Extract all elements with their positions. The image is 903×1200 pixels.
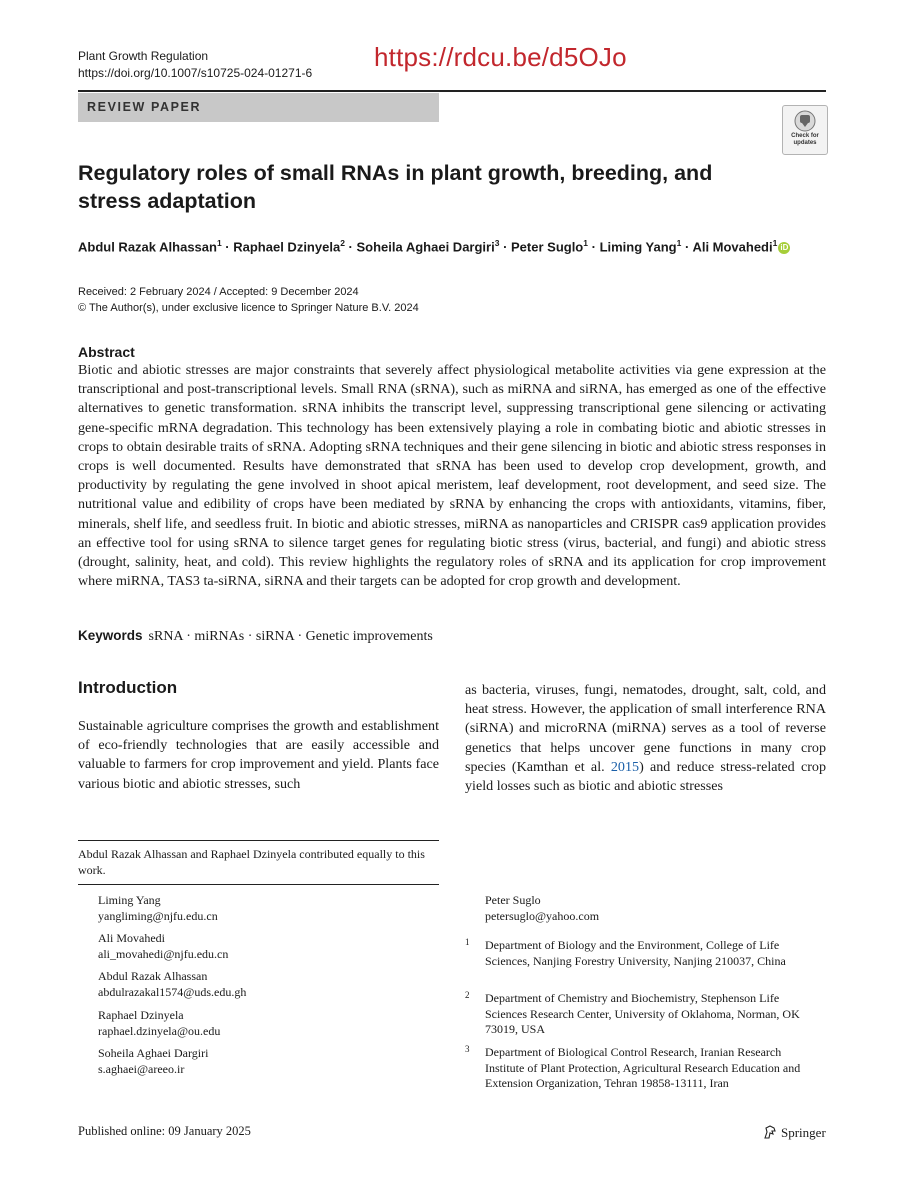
contact-name: Soheila Aghaei Dargiri [98, 1046, 209, 1060]
equal-contribution-note: Abdul Razak Alhassan and Raphael Dzinyela contributed equally to this work. [78, 847, 425, 877]
author-affiliation-number: 1 [676, 238, 682, 248]
contact-email[interactable]: raphael.dzinyela@ou.edu [98, 1023, 221, 1038]
author-separator: · [221, 239, 234, 255]
corresponding-contact [98, 1008, 220, 1039]
footnote-rule-bottom [78, 884, 439, 885]
published-date: Published online: 09 January 2025 [78, 1124, 251, 1138]
check-updates-label: Check for updates [791, 133, 819, 146]
keywords-value: sRNA · miRNAs · siRNA · Genetic improvements [148, 629, 433, 644]
copyright-notice: © The Author(s), under exclusive licence to Springer Nature B.V. 2024 [78, 302, 419, 314]
header-rule [78, 90, 826, 92]
section-label: REVIEW PAPER [87, 100, 202, 114]
author-name[interactable]: Ali Movahedi [692, 239, 773, 255]
doi-link[interactable]: https://doi.org/10.1007/s10725-024-01271-6 [78, 66, 313, 80]
author-affiliation-number: 2 [340, 238, 345, 248]
author-separator: · [588, 239, 600, 255]
author-name[interactable]: Abdul Razak Alhassan [78, 239, 217, 255]
affiliation-number: 2 [465, 990, 470, 1000]
author-separator: · [499, 239, 512, 255]
corresponding-contact [98, 931, 228, 962]
affiliation-text: Department of Biology and the Environment, College of Life Sciences, Nanjing Forestry University, Nanjing 210037, China [485, 938, 786, 968]
corresponding-contact [98, 893, 218, 924]
publisher-logo [762, 1124, 826, 1141]
author-separator: · [344, 239, 357, 255]
author-name[interactable]: Raphael Dzinyela [233, 239, 341, 255]
intro-right-text-2: ) and reduce stress-related crop yield losses such as biotic and abiotic stresses [465, 758, 826, 795]
publisher-name: Springer [781, 1125, 826, 1140]
corresponding-contact [98, 1046, 208, 1077]
author-name[interactable]: Peter Suglo [511, 239, 584, 255]
introduction-right-column [465, 681, 826, 796]
article-title: Regulatory roles of small RNAs in plant growth, breeding, and stress adaptation [78, 161, 713, 213]
received-accepted-dates: Received: 2 February 2024 / Accepted: 9 December 2024 [78, 286, 359, 298]
footnote-rule-top [78, 840, 439, 841]
author-separator: · [681, 239, 693, 255]
contact-name: Peter Suglo [485, 893, 541, 907]
affiliation-number: 1 [465, 937, 470, 947]
check-updates-icon [794, 110, 816, 132]
citation-link[interactable]: 2015 [610, 758, 640, 775]
abstract-heading: Abstract [78, 344, 135, 360]
orcid-icon[interactable]: iD [780, 243, 789, 253]
journal-name: Plant Growth Regulation [78, 49, 209, 63]
contact-email[interactable]: abdulrazakal1574@uds.edu.gh [98, 984, 247, 999]
author-affiliation-number: 3 [494, 238, 500, 248]
author-affiliation-number: 1 [583, 238, 588, 248]
contact-email[interactable]: ali_movahedi@njfu.edu.cn [98, 946, 229, 961]
author-affiliation-number: 1 [216, 238, 222, 248]
author-name[interactable]: Liming Yang [599, 239, 677, 255]
affiliation-number: 3 [465, 1044, 470, 1054]
contact-email[interactable]: yangliming@njfu.edu.cn [98, 908, 218, 923]
check-for-updates-badge[interactable] [782, 105, 828, 155]
contact-name: Liming Yang [98, 893, 161, 907]
contact-name: Abdul Razak Alhassan [98, 969, 208, 983]
contact-name: Ali Movahedi [98, 931, 165, 945]
author-list [78, 238, 838, 254]
author-name[interactable]: Soheila Aghaei Dargiri [356, 239, 495, 255]
affiliation-text: Department of Biological Control Research, Iranian Research Institute of Plant Protection, Agricultural Research Education and Extension Organization, Tehran 19858-13111, Iran [485, 1045, 801, 1090]
contact-name: Raphael Dzinyela [98, 1008, 184, 1022]
abstract-text: Biotic and abiotic stresses are major constraints that severely affect physiological metabolite activities via gene expression at the transcriptional and post-transcriptional levels. Small RNA (sRNA), such as miRNA and siRNA, has emerged as one of the effective alternatives to genetic transformation. sRNA inhibits the transcript level, suppressing transcriptional gene silencing or activating gene-specific mRNA degradation. This technology has been extensively playing a role in combating biotic and abiotic stresses in crops to obtain desirable traits of sRNA. Adopting sRNA techniques and their gene silencing in biotic and abiotic stress responses in crops is well documented. Results have demonstrated that sRNA has been used to develop crop development, growth, and productivity by regulating the gene involved in shoot apical meristem, leaf development, root development, and seed size. The nutritional value and edibility of crops have been mediated by sRNA by enhancing the crops with antioxidants, vitamins, fiber, minerals, shelf life, and seedless fruit. In biotic and abiotic stresses, miRNA as nanoparticles and CRISPR cas9 application provides an effective tool for using sRNA to silence target genes for regulating biotic stress (virus, bacterial, and fungi) and abiotic stress (drought, salinity, heat, and cold). This review highlights the regulatory roles of sRNA and its application for crop improvement where miRNA, TAS3 ta-siRNA, siRNA and their targets can be adopted for crop growth and development. [78, 362, 826, 590]
keywords-line [78, 628, 433, 645]
introduction-left-column: Sustainable agriculture comprises the growth and establishment of eco-friendly technologies that are easily accessible and valuable to farmers for crop improvement and yield. Plants face various biotic and abiotic stresses, such [78, 718, 439, 792]
springer-horse-icon [762, 1124, 778, 1140]
short-link[interactable]: https://rdcu.be/d5OJo [374, 42, 627, 72]
corresponding-contact [485, 893, 599, 924]
intro-right-text-1: as bacteria, viruses, fungi, nematodes, drought, salt, cold, and heat stress. However, the application of small interference RNA (siRNA) and microRNA (miRNA) serves as a tool of reverse genetics that helps uncover gene functions in many crop species (Kamthan et al. [465, 682, 826, 775]
affiliation-text: Department of Chemistry and Biochemistry, Stephenson Life Sciences Research Center, University of Oklahoma, Norman, OK 73019, USA [485, 991, 800, 1036]
contact-email[interactable]: s.aghaei@areeo.ir [98, 1061, 185, 1076]
keywords-label: Keywords [78, 628, 143, 643]
corresponding-contact [98, 969, 246, 1000]
author-affiliation-number: 1 [772, 238, 778, 248]
introduction-heading: Introduction [78, 678, 178, 697]
contact-email[interactable]: petersuglo@yahoo.com [485, 908, 600, 923]
